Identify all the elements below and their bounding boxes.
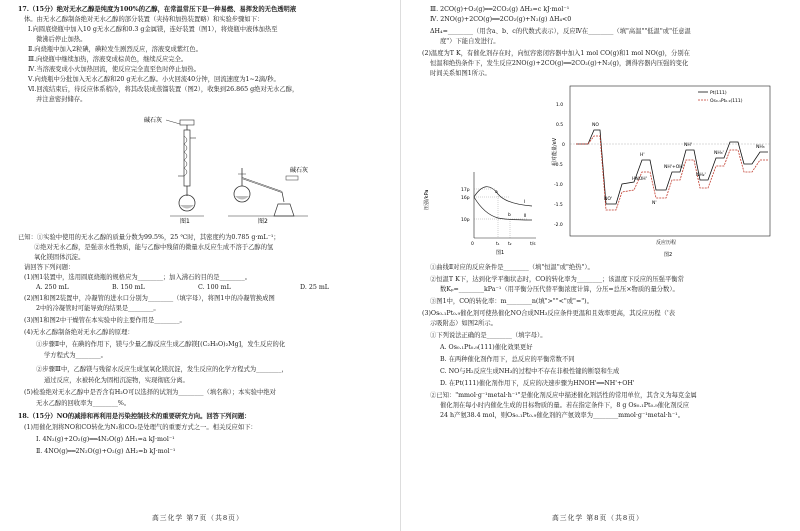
graph2-ytick-2: 0.5 (556, 123, 564, 128)
eq-3: Ⅲ. 2CO(g)+O₂(g)══2CO₂(g) ΔH₃=c kJ·mol⁻¹ (430, 6, 570, 13)
q17-step-4: Ⅳ.当溶液变成小火加热回流，使反应完全直至色时停止加热。 (28, 66, 201, 73)
sub5-line-1: (5)检验绝对无水乙醇中是否含有H₂O可以选择的试剂为________（填名称）；本实验中绝对 (24, 389, 276, 396)
r-sub3-2-line-2: 催化剂在每小时内催化生成的目标物质的量。若在指定条件下，8 g Os₀.₁Pt₀.₉催化剂反应 (440, 402, 690, 409)
r-sub2-line-3: 时间关系如图1所示。 (430, 70, 491, 77)
graph2-ytick-4: -0.5 (554, 163, 563, 168)
sub1-option-b: B. 150 mL (112, 284, 145, 291)
graph1-xtick-t1: t₁ (496, 242, 500, 247)
r-sub2-3: ③图1中，CO的转化率：m________n(填">""<"或"=")。 (430, 298, 593, 305)
r-sub3-2-line-1: ②已知："mmol·g⁻¹metal·h⁻¹"是催化剂反应中描述催化剂活性的常用单位，其含义为每克金属 (430, 392, 697, 399)
sub2-question-2: 2中的冷凝管时可能导致的结果是________。 (36, 305, 160, 312)
sub5-line-2: 无水乙醇的回收率为________%。 (36, 400, 131, 407)
fig1-label-soda-lime: 碱石灰 (144, 117, 163, 124)
sub4-2-line-2: 通过反应，水被转化为固相沉淀物，实现彻底分离。 (44, 377, 189, 384)
sub3-question: (3)图1和图2中干燥管在本实验中的主要作用是________。 (24, 317, 186, 324)
graph1-point-a: a (495, 190, 498, 195)
graph1-ylabel: 压强/kPa (424, 189, 430, 210)
q18-line-2: (1)用催化剂将NO和CO转化为N₂和CO₂是处理气的重要方式之一。相关反应如下： (24, 424, 257, 431)
sub1-question: (1)图1装置中，选用圆底烧瓶的规格应为________；加入沸石的目的是________。 (24, 274, 252, 281)
r-sub3-line-2: 示吸附态）如图2所示。 (430, 320, 497, 327)
sub4-1-line-1: ①步骤Ⅱ中，在碘的作用下，镁与少量乙醇反应生成乙醇镁[(C₂H₅O)₂Mg]，发生反应的化 (36, 341, 286, 348)
q18-eq-1: Ⅰ. 4N₂(g)+2O₂(g)══4N₂O(g) ΔH₁=a kJ·mol⁻¹ (36, 436, 175, 443)
receiving-flask-icon (274, 204, 294, 216)
graph1-ytick-17p: 17p (461, 188, 470, 193)
graph2-ytick-5: -1.0 (554, 183, 563, 188)
q17-step-1: Ⅰ.向圆底烧瓶中加入10 g无水乙醇和0.3 g金属镁，连好装置（图1），将烧瓶中液体加热至 (28, 26, 278, 33)
page-divider (400, 0, 401, 531)
graph2-label-nh-oh: NH'+OH' (664, 165, 684, 170)
r-sub2-line-1: (2)温度为T K，有催化剂存在时，向恒容密闭容器中加入1 mol CO(g)和1 mol NO(g)，分别在 (422, 50, 690, 57)
q18-eq-2: Ⅱ. 4NO(g)══2N₂O(g)+O₂(g) ΔH₂=b kJ·mol⁻¹ (36, 448, 176, 455)
graph2-label-nh: NH' (684, 143, 692, 148)
graph2-label-n: N' (652, 201, 657, 206)
known-note-1: 已知：①实验中使用的无水乙醇的质量分数为99.5%，25 ℃时，其密度约为0.785 g·mL⁻¹； (18, 234, 280, 241)
graph2-legend-ospt: Os₀.₁Pt₀.₉(111) (710, 99, 743, 104)
graph2-label-hnoh: HNOH' (632, 177, 647, 182)
q17-line-1: 17.（15分）绝对无水乙醇是纯度为100%的乙醇，在常温常压下是一种易燃、易挥发的无色透明液 (18, 6, 297, 13)
graph2-ytick-3: 0 (562, 143, 565, 148)
graph2-ytick-7: -2.0 (554, 223, 563, 228)
q17-step-3: Ⅲ.向烧瓶中继续加热，溶液变成棕黄色，继续反应完全。 (28, 56, 188, 63)
graph1-caption: 图1 (496, 250, 505, 256)
graph2-label-no: NO (592, 123, 599, 128)
eq-desc-2: 度"）下能自发进行。 (440, 38, 500, 45)
graph1-xlabel: t/s (530, 242, 536, 247)
graph2-label-nh3-ads: NH₃' (714, 151, 724, 156)
graph2-xlabel: 反应历程 (656, 240, 677, 246)
fig2-caption: 图2 (258, 218, 268, 225)
figure-1-reflux-apparatus (140, 106, 230, 224)
r-sub3-option-b: B. 在两种催化剂作用下，总反应的平衡常数不同 (440, 356, 575, 363)
r-sub3-line-1: (3)Os₀.₁Pt₀.₉催化剂可使热催化NO合成NH₃反应条件更温和且效率更高，其反应历程（'表 (422, 310, 676, 317)
eq-desc-1: ΔH₄=________（用含a、b、c的代数式表示），反应Ⅳ在________（填"高温""低温"或"任意温 (430, 28, 691, 35)
left-page-footer: 高三化学 第7页（共8页） (152, 514, 244, 522)
graph2-caption: 图2 (664, 252, 673, 258)
q17-step-5: Ⅴ.向烧瓶中分批加入无水乙醇和20 g无水乙醇。小火回流40分钟，回流速度为1~2滴/秒。 (28, 76, 280, 83)
graph1-xtick-t2: t₂ (508, 242, 512, 247)
r-sub2-2-line-2: 数Kₚ=________kPa⁻¹（用平衡分压代替平衡浓度计算，分压=总压×物质的量分数）。 (440, 286, 679, 293)
graph2-label-nh2: NH₂' (696, 173, 706, 178)
graph1-curve-2-label: Ⅱ (524, 214, 527, 219)
sub4-2-line-1: ②步骤Ⅲ中，乙醇镁与残留水反应生成氢氧化镁沉淀，发生反应的化学方程式为________， (36, 366, 288, 373)
sub4-question: (4)无水乙醇制备绝对无水乙醇的原理： (24, 329, 134, 336)
graph2-label-nh3: NH₃ (756, 145, 765, 150)
graph2-frame (570, 86, 770, 236)
r-sub3-2-line-3: 24 h产氨38.4 mol，则Os₀.₁Pt₀.₉催化剂的产氨效率为________mmol·g⁻¹metal·h⁻¹。 (440, 412, 685, 419)
q17-step-6: Ⅵ.回流结束后，待反应体系稍冷，将其改装成蒸馏装置（图2），收集到26.865 g绝对无水乙醇， (28, 86, 299, 93)
graph1-ytick-10p: 10p (461, 218, 470, 223)
right-page (402, 0, 800, 531)
graph2-ylabel: 相对能量/eV (552, 137, 558, 166)
round-bottom-flask-icon (179, 195, 195, 211)
fig2-label-soda-lime: 碱石灰 (290, 167, 309, 174)
sub2-question-1: (2)图1和图2装置中，冷凝管的进水口分别为________（填字母），将图1中的冷凝管换成图 (24, 295, 275, 302)
known-note-3: 氧化镁固体沉淀。 (34, 254, 85, 261)
answer-prompt: 请回答下列问题： (24, 264, 75, 271)
graph2-ytick-6: -1.5 (554, 203, 563, 208)
r-sub2-2-line-1: ②恒温T K下，达到化学平衡状态时，CO的转化率为________；该温度下反应的压强平衡常 (430, 276, 684, 283)
drying-tube-icon (180, 120, 194, 125)
known-note-2: ②绝对无水乙醇，是强亲水性物质，能与乙醇中残留的微量水反应生成不溶于乙醇的氢 (34, 244, 274, 251)
graph2-ytick-1: 1.0 (556, 103, 564, 108)
graph-1-pressure-time (424, 166, 540, 258)
graph1-curve-1-label: Ⅰ (524, 200, 526, 205)
r-sub3-option-d: D. 在Pt(111)催化剂作用下，反应的决速步骤为HNOH'══NH'+OH' (440, 380, 635, 387)
sub1-option-c: C. 100 mL (198, 284, 231, 291)
graph-2-energy-profile (548, 80, 778, 260)
r-sub2-line-2: 恒温和绝热条件下，发生反应2NO(g)+2CO(g)══2CO₂(g)+N₂(g)，测得容器内压强的变化 (430, 60, 689, 67)
q18-line-1: 18.（15分）NO的减排和再利用是污染控制技术的重要研究方向。回答下列问题： (18, 413, 251, 420)
sub4-1-line-2: 学方程式为________。 (44, 352, 107, 359)
graph2-label-h: H' (640, 153, 645, 158)
r-sub3-option-c: C. NO与H₂反应生成NH₃的过程中不存在非极性键的断裂和生成 (440, 368, 620, 375)
graph2-label-no-ads: NO' (604, 197, 613, 202)
fig1-caption: 图1 (180, 218, 190, 225)
sub1-option-a: A. 250 mL (36, 284, 69, 291)
graph2-legend-pt: Pt(111) (710, 91, 727, 96)
eq-4: Ⅳ. 2NO(g)+2CO(g)══2CO₂(g)+N₂(g) ΔH₄<0 (430, 16, 572, 23)
r-sub3-option-a: A. Os₀.₁Pt₀.₉(111)催化效果更好 (440, 344, 533, 351)
graph1-xtick-0: 0 (471, 242, 474, 247)
condenser-icon (184, 130, 190, 186)
q17-step-2: Ⅱ.向烧瓶中加入2粒碘，碘粒发生剧烈反应，溶液变成紫红色。 (28, 46, 203, 53)
right-page-footer: 高三化学 第8页（共8页） (552, 514, 644, 522)
distilling-flask-icon (234, 186, 250, 202)
r-sub2-1: ①曲线Ⅱ对应的反应条件是________（填"恒温"或"绝热"）。 (430, 264, 594, 271)
r-sub3-1: ①下列说法正确的是________（填字母）。 (430, 332, 547, 339)
sub1-option-d: D. 25 mL (300, 284, 329, 291)
graph1-point-b: b (508, 213, 511, 218)
q17-line-2: 体。由无水乙醇制备绝对无水乙醇的部分装置（夹持和加热装置略）和实验步骤如下： (24, 16, 264, 23)
graph1-ytick-16p: 16p (461, 196, 470, 201)
q17-step-1-cont: 微沸后停止加热。 (36, 36, 87, 43)
figure-2-distillation-apparatus (228, 106, 332, 224)
q17-step-6-cont: 并注意密封储存。 (36, 96, 87, 103)
